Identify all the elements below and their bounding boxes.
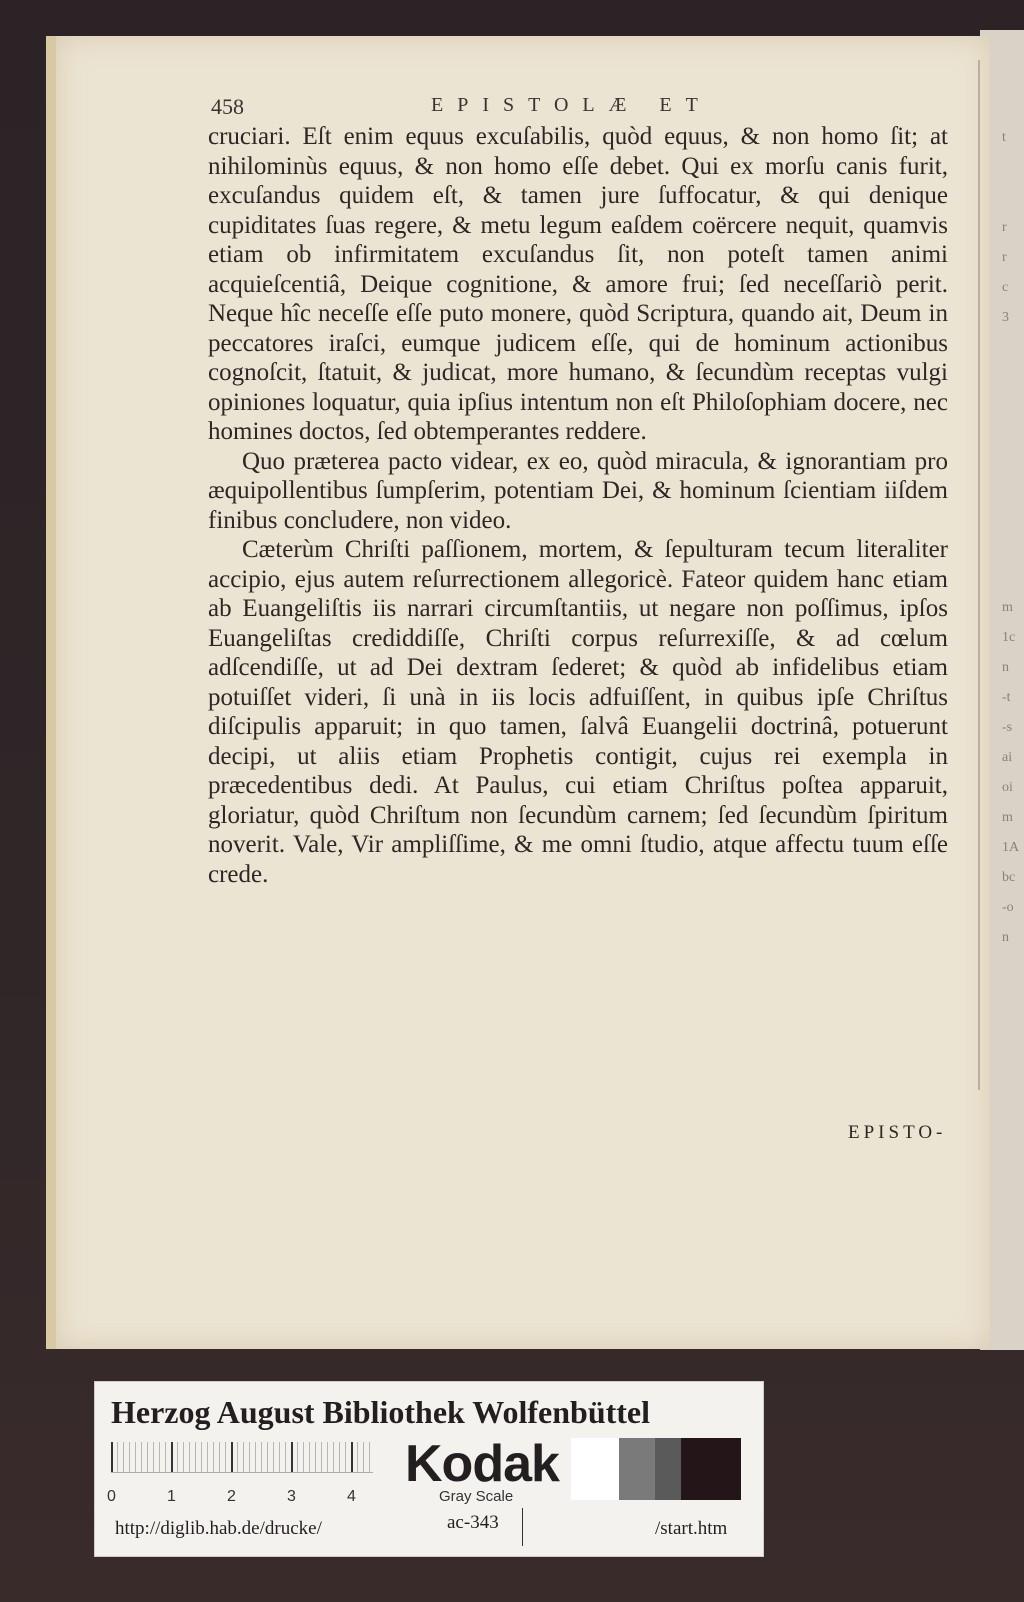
- kodak-logo: Kodak: [405, 1435, 559, 1493]
- gray-swatch-dark: [655, 1438, 681, 1500]
- ruler-tick: [111, 1442, 113, 1472]
- ruler-tick: [291, 1442, 293, 1472]
- gray-swatch-mid: [619, 1438, 655, 1500]
- scale-number: 4: [347, 1488, 356, 1505]
- library-url: http://diglib.hab.de/drucke/: [115, 1518, 322, 1539]
- running-head: [211, 94, 731, 118]
- page-number: 458: [211, 94, 244, 119]
- scale-number: 0: [107, 1488, 116, 1505]
- start-url: /start.htm: [655, 1518, 728, 1539]
- letter-text: [208, 122, 948, 889]
- page-gutter: [978, 60, 980, 1090]
- ruler-tick: [231, 1442, 233, 1472]
- scale-number: 2: [227, 1488, 236, 1505]
- scale-number: 3: [287, 1488, 296, 1505]
- gray-swatch-white: [571, 1438, 619, 1500]
- divider: [522, 1508, 523, 1546]
- running-title: EPISTOLÆ ET: [431, 94, 712, 116]
- paragraph-3: Cæterùm Chriſti paſſionem, mortem, & ſepulturam tecum literaliter accipio, ejus autem reſurrectionem allegoricè. Fateor quidem hanc etiam ab Euangeliſtis iis narrari circumſtantiis, ut negare non poſſimus, ipſos Euangeliſtas crediddiſſe, Chriſti corpus reſurrexiſſe, & ad cœlum adſcendiſſe, ut ad Dei dextram ſederet; & quòd ab infidelibus etiam potuiſſet videri, ſi unà in iis locis adfuiſſent, in quibus ipſe Chriſtus diſcipulis apparuit; in quo tamen, ſalvâ Euangelii doctrinâ, potuerunt decipi, ut aliis etiam Prophetis contigit, cujus rei exempla in præcedentibus dedi. At Paulus, cui etiam Chriſtus poſtea apparuit, gloriatur, quòd Chriſtum non ſecundùm carnem; ſed ſecundùm ſpiritum noverit. Vale, Vir ampliſſime, & me omni ſtudio, atque affectu tuum eſſe crede.: [208, 536, 948, 888]
- paragraph-2: Quo præterea pacto videar, ex eo, quòd miracula, & ignorantiam pro æquipollentibus ſumpſerim, potentiam Dei, & hominum ſcientiam iiſdem finibus concludere, non video.: [208, 447, 948, 534]
- shelfmark: ac-343: [447, 1512, 499, 1533]
- scale-number: 1: [167, 1488, 176, 1505]
- library-name: Herzog August Bibliothek Wolfenbüttel: [111, 1394, 651, 1430]
- ruler-scale: [111, 1442, 373, 1473]
- gray-swatch-black: [681, 1438, 741, 1500]
- facing-page-edge: t r r c 3 m 1c n -t -s ai oi m 1A bc -o n: [980, 30, 1024, 1350]
- paragraph-1: cruciari. Eſt enim equus excuſabilis, quòd equus, & non homo ſit; at nihilominùs equus, & non homo eſſe debet. Qui ex morſu canis furit, excuſandus quidem eſt, & tamen jure ſuffocatur, & qui denique cupiditates ſuas regere, & metu legum eaſdem coërcere nequit, quamvis etiam ob infirmitatem excuſandus ſit, non poteſt tamen animi acquieſcentiâ, Deique cognitione, & amore frui; ſed neceſſariò perit. Neque hîc neceſſe eſſe puto monere, quòd Scriptura, quando ait, Deum in peccatores iraſci, eumque judicem eſſe, qui de hominum actionibus cognoſcit, ſtatuit, & judicat, more humano, & ſecundùm receptas vulgi opiniones loquatur, quia ipſius intentum non eſt Philoſophiam docere, nec homines doctos, ſed obtemperantes reddere.: [208, 123, 948, 445]
- ruler-tick: [171, 1442, 173, 1472]
- grayscale-label: Gray Scale: [439, 1488, 514, 1505]
- ruler-tick: [351, 1442, 353, 1472]
- catchword: EPISTO-: [848, 1122, 947, 1143]
- library-card: [94, 1381, 764, 1557]
